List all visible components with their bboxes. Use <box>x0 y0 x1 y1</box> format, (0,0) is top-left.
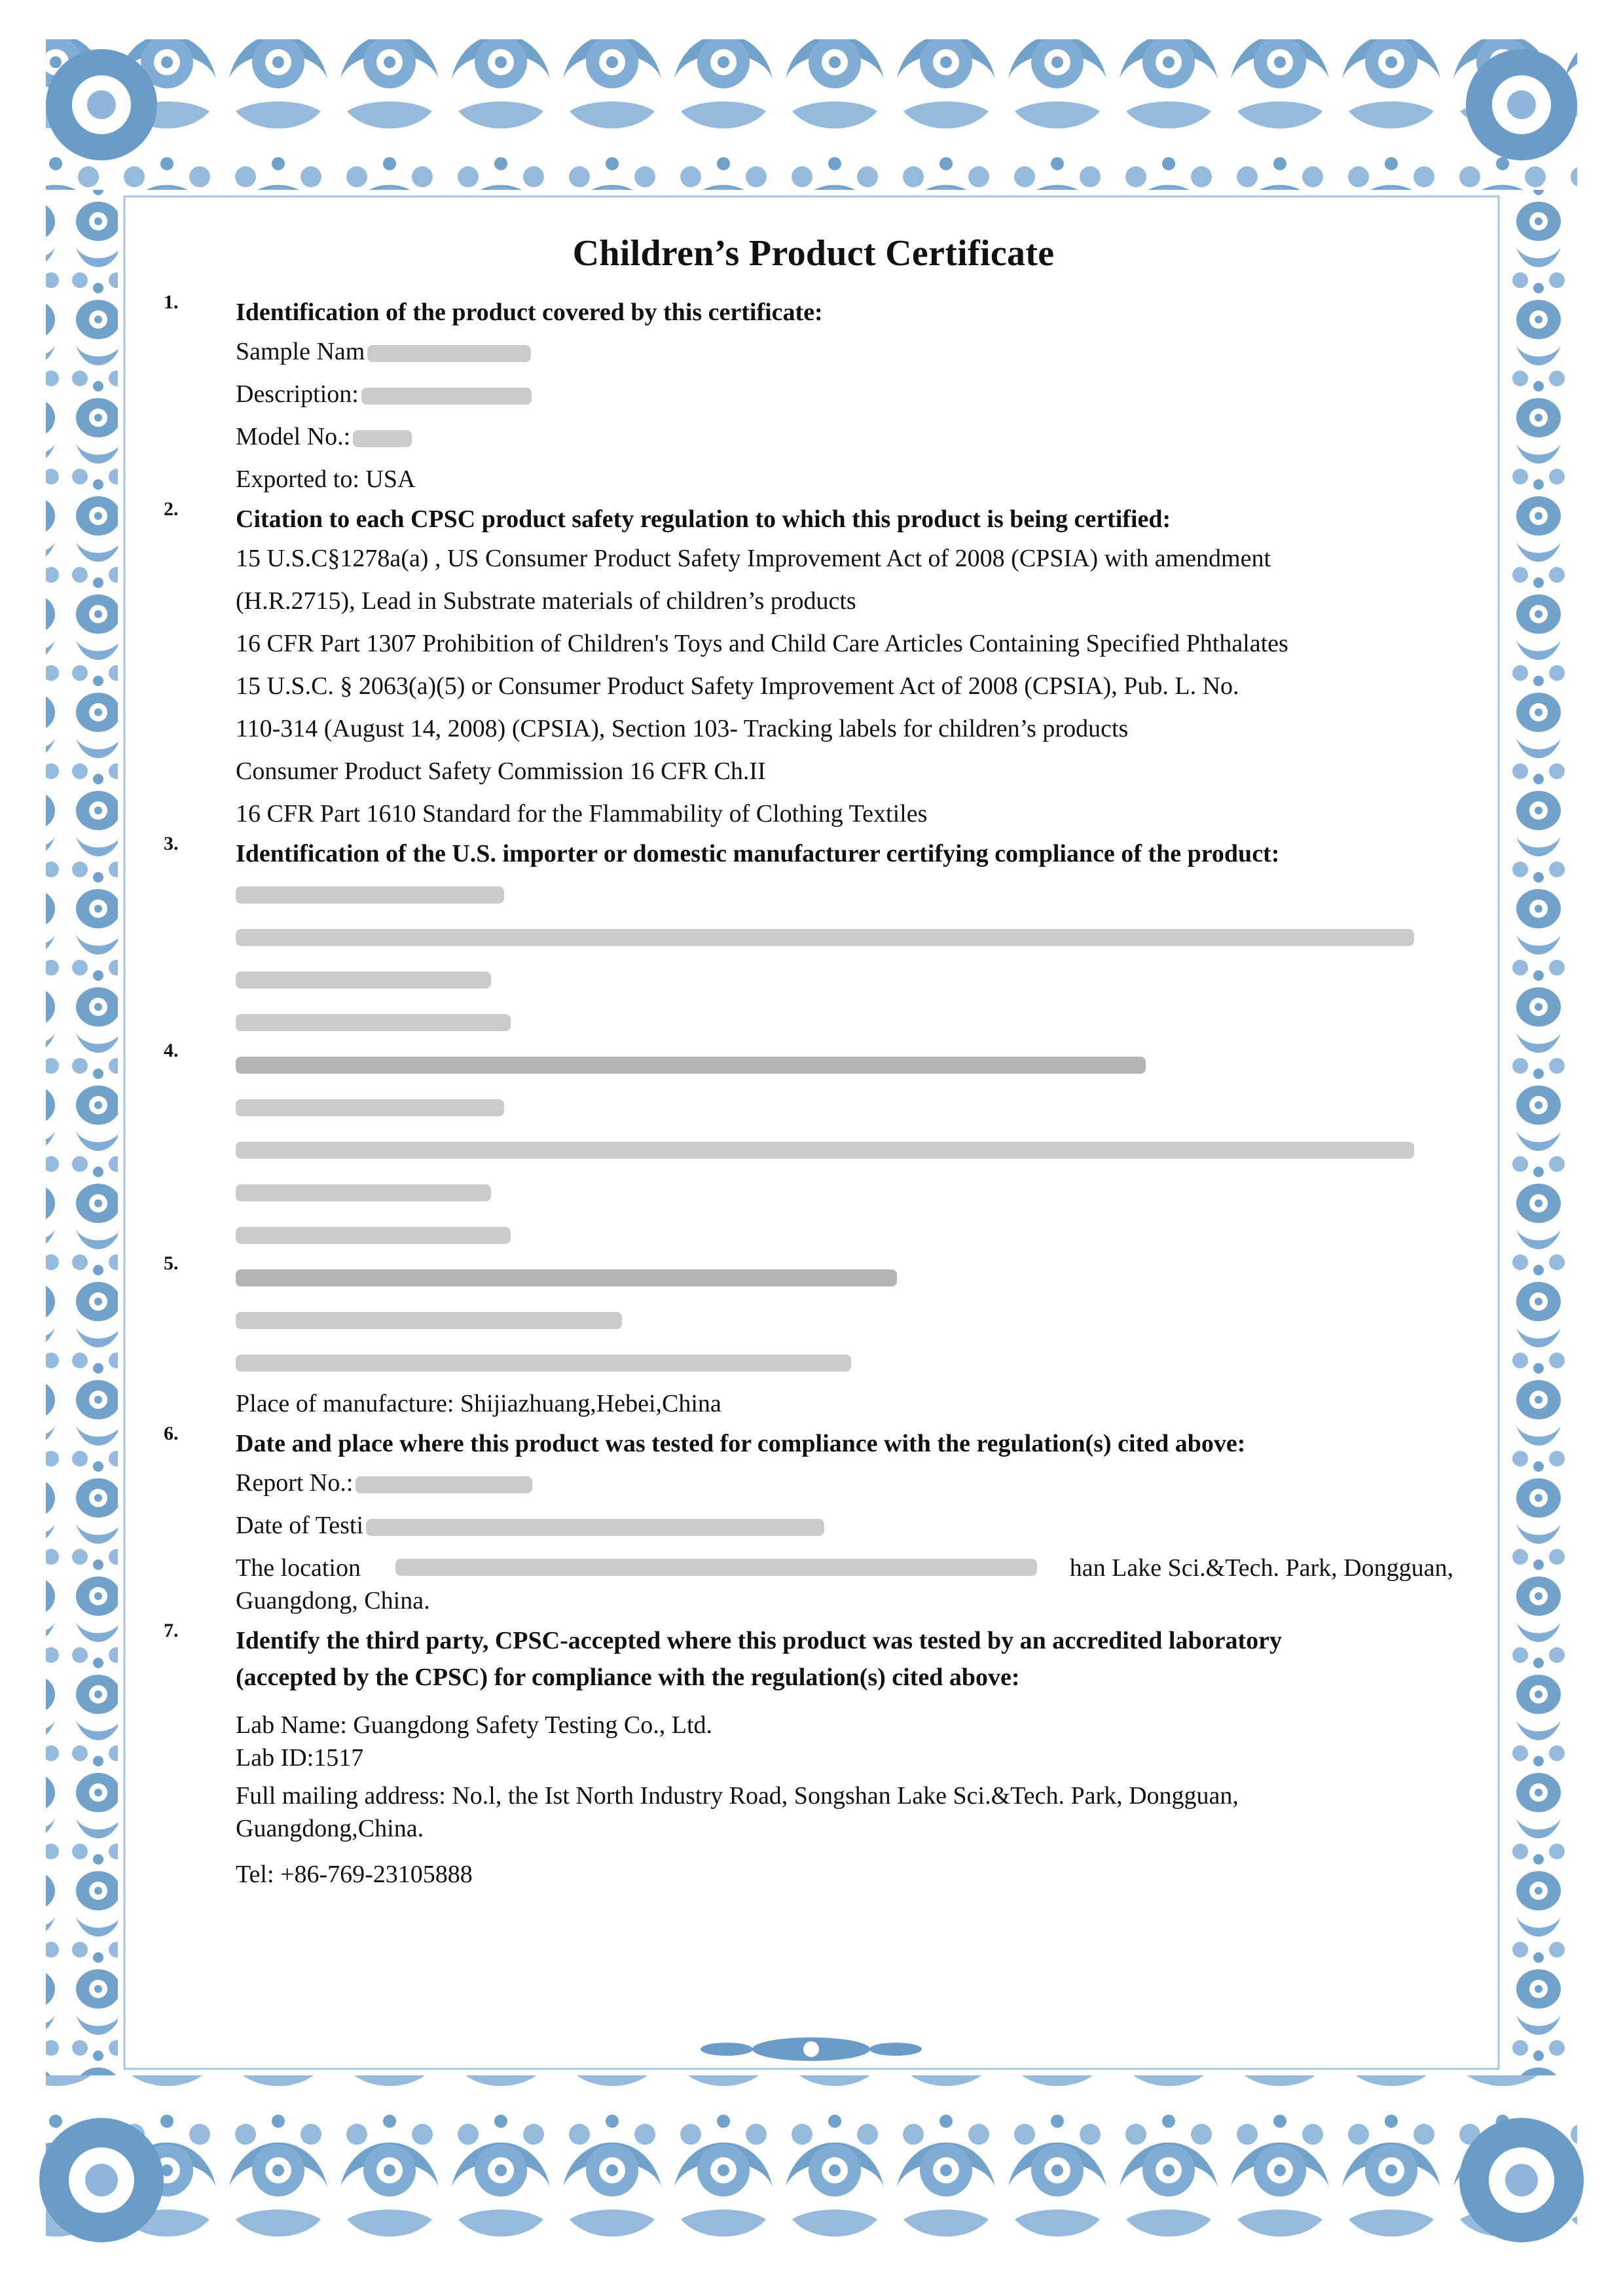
place-of-manufacture-line: Place of manufacture: Shijiazhuang,Hebei,China <box>236 1390 721 1417</box>
certificate-content <box>164 232 1463 1891</box>
redacted-line <box>236 1298 1463 1340</box>
section-heading: Date and place where this product was tested for compliance with the regulation(s) cited above: <box>236 1430 1246 1457</box>
section-number: 7. <box>164 1620 179 1641</box>
location-line-2: Guangdong, China. <box>236 1587 430 1614</box>
regulation-line: Consumer Product Safety Commission 16 CFR Ch.II <box>236 757 766 785</box>
regulation-line: 110-314 (August 14, 2008) (CPSIA), Section 103- Tracking labels for children’s products <box>236 715 1129 742</box>
model-no-line: Model No.: <box>236 416 1463 458</box>
redacted-line <box>236 872 1463 915</box>
regulation-line: (H.R.2715), Lead in Substrate materials of children’s products <box>236 587 856 615</box>
section-1 <box>164 291 1463 501</box>
redacted-text <box>236 1014 511 1031</box>
regulation-line: 15 U.S.C§1278a(a) , US Consumer Product Safety Improvement Act of 2008 (CPSIA) with amendment <box>236 545 1271 572</box>
redacted-heading <box>236 1255 1463 1298</box>
lab-address-line: Full mailing address: No.l, the Ist North Industry Road, Songshan Lake Sci.&Tech. Park, Dongguan, <box>236 1782 1239 1810</box>
redacted-text <box>367 345 531 362</box>
redacted-line <box>236 957 1463 1000</box>
redacted-line <box>236 1340 1463 1383</box>
section-number: 3. <box>164 833 179 854</box>
section-heading: Identification of the U.S. importer or domestic manufacturer certifying compliance of the product: <box>236 840 1280 867</box>
section-2 <box>164 498 1463 835</box>
lab-address-line-2: Guangdong,China. <box>236 1815 424 1842</box>
section-heading: Citation to each CPSC product safety regulation to which this product is being certified: <box>236 505 1171 533</box>
report-no-line: Report No.: <box>236 1462 1463 1504</box>
redacted-text <box>356 1476 532 1493</box>
redacted-text <box>361 388 532 405</box>
section-5 <box>164 1252 1463 1425</box>
redacted-text <box>395 1559 1037 1576</box>
section-number: 1. <box>164 291 179 313</box>
section-number: 6. <box>164 1423 179 1444</box>
redacted-text <box>236 1099 504 1116</box>
section-4 <box>164 1042 1463 1255</box>
redacted-line <box>236 915 1463 957</box>
redacted-text <box>236 1057 1146 1074</box>
section-number: 5. <box>164 1252 179 1274</box>
redacted-line <box>236 1000 1463 1042</box>
section-heading-cont: (accepted by the CPSC) for compliance with the regulation(s) cited above: <box>236 1664 1020 1691</box>
redacted-line <box>236 1085 1463 1127</box>
redacted-text <box>236 1269 897 1286</box>
redacted-line <box>236 1170 1463 1212</box>
redacted-line <box>236 1127 1463 1170</box>
redacted-line <box>236 1212 1463 1255</box>
redacted-text <box>236 972 491 989</box>
regulation-line: 16 CFR Part 1610 Standard for the Flammability of Clothing Textiles <box>236 800 928 828</box>
exported-to-line: Exported to: USA <box>236 465 416 493</box>
redacted-text <box>236 1312 622 1329</box>
redacted-text <box>353 430 412 447</box>
section-6 <box>164 1425 1463 1617</box>
description-line: Description: <box>236 373 1463 416</box>
redacted-text <box>236 886 504 903</box>
section-number: 2. <box>164 498 179 520</box>
section-3 <box>164 835 1463 1042</box>
lab-tel-line: Tel: +86-769-23105888 <box>236 1861 473 1888</box>
page-title: Children’s Product Certificate <box>572 233 1055 274</box>
lab-name-line: Lab Name: Guangdong Safety Testing Co., Ltd. <box>236 1711 713 1739</box>
sample-name-line: Sample Nam <box>236 331 1463 373</box>
regulation-line: 16 CFR Part 1307 Prohibition of Children's Toys and Child Care Articles Containing Specified Phthalates <box>236 630 1288 657</box>
redacted-text <box>236 1184 491 1201</box>
redacted-text <box>366 1519 824 1536</box>
redacted-text <box>236 1142 1414 1159</box>
redacted-heading <box>236 1042 1463 1085</box>
date-of-testing-line: Date of Testi <box>236 1504 1463 1547</box>
lab-id-line: Lab ID:1517 <box>236 1744 364 1772</box>
regulation-line: 15 U.S.C. § 2063(a)(5) or Consumer Product Safety Improvement Act of 2008 (CPSIA), Pub. L. No. <box>236 672 1239 700</box>
location-line: The location han Lake Sci.&Tech. Park, Dongguan, <box>236 1554 1453 1582</box>
section-number: 4. <box>164 1040 179 1061</box>
section-heading: Identify the third party, CPSC-accepted where this product was tested by an accredited laboratory <box>236 1627 1283 1654</box>
redacted-text <box>236 1355 851 1372</box>
section-heading: Identification of the product covered by this certificate: <box>236 299 823 326</box>
redacted-text <box>236 1227 511 1244</box>
redacted-text <box>236 929 1414 946</box>
section-7 <box>164 1622 1463 1891</box>
